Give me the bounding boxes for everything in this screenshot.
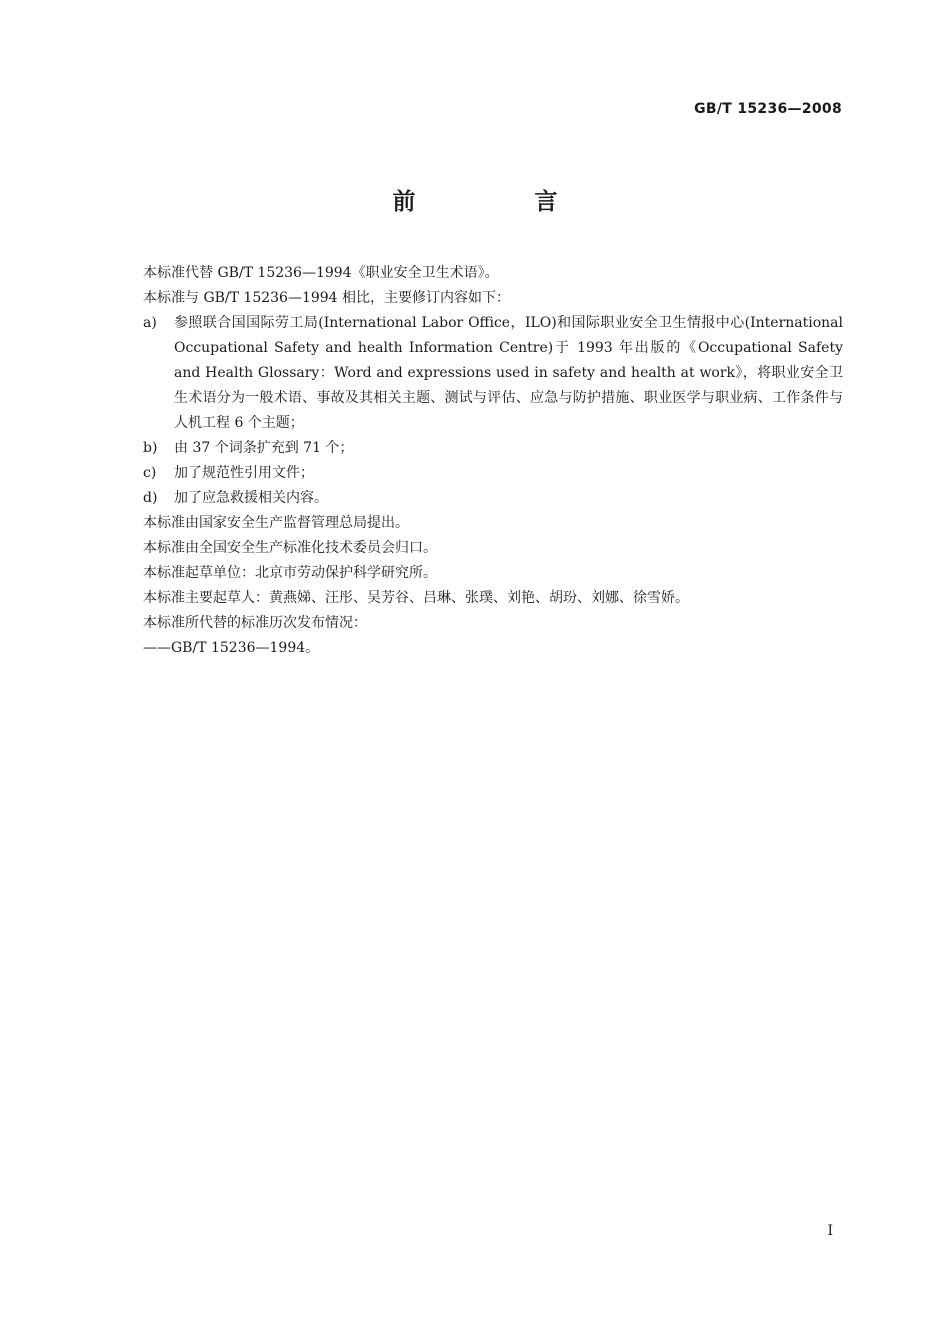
list-item (143, 436, 843, 461)
paragraph: 本标准所代替的标准历次发布情况： (143, 615, 367, 631)
paragraph: 本标准代替 GB/T 15236—1994《职业安全卫生术语》。 (143, 265, 499, 281)
list-item-label: a) (143, 315, 157, 331)
list-item-label: b) (143, 440, 158, 456)
standard-code-header: GB/T 15236—2008 (694, 101, 842, 117)
paragraph: 本标准由全国安全生产标准化技术委员会归口。 (143, 540, 437, 556)
paragraph: 本标准由国家安全生产监督管理总局提出。 (143, 515, 409, 531)
page-number: I (827, 1223, 833, 1239)
list-item (143, 311, 843, 436)
paragraph: ——GB/T 15236—1994。 (143, 640, 320, 656)
list-item-label: d) (143, 490, 158, 506)
document-body (143, 261, 843, 661)
paragraph: 本标准与 GB/T 15236—1994 相比，主要修订内容如下： (143, 290, 511, 306)
list-item (143, 461, 843, 486)
list-item-label: c) (143, 465, 157, 481)
paragraph: 本标准主要起草人：黄燕娣、汪彤、吴芳谷、吕琳、张璞、刘艳、胡玢、刘娜、徐雪娇。 (143, 590, 689, 606)
list-item-text: 加了应急救援相关内容。 (174, 490, 328, 506)
paragraph: 本标准起草单位：北京市劳动保护科学研究所。 (143, 565, 437, 581)
list-item-text: 加了规范性引用文件； (174, 465, 314, 481)
list-item (143, 486, 843, 511)
page-title: 前 言 (392, 189, 606, 215)
list-item-text: 参照联合国国际劳工局(International Labor Office，ILO)和国际职业安全卫生情报中心(International Occupational Safety and health Information Centre)于 1993 年出版的《Occupational Safety and Health Glossary：Word and expressions used in safety and health at work》，将职业安全卫生术语分为一般术语、事故及其相关主题、测试与评估、应急与防护措施、职业医学与职业病、工作条件与人机工程 6 个主题； (174, 315, 843, 431)
list-item-text: 由 37 个词条扩充到 71 个； (174, 440, 354, 456)
